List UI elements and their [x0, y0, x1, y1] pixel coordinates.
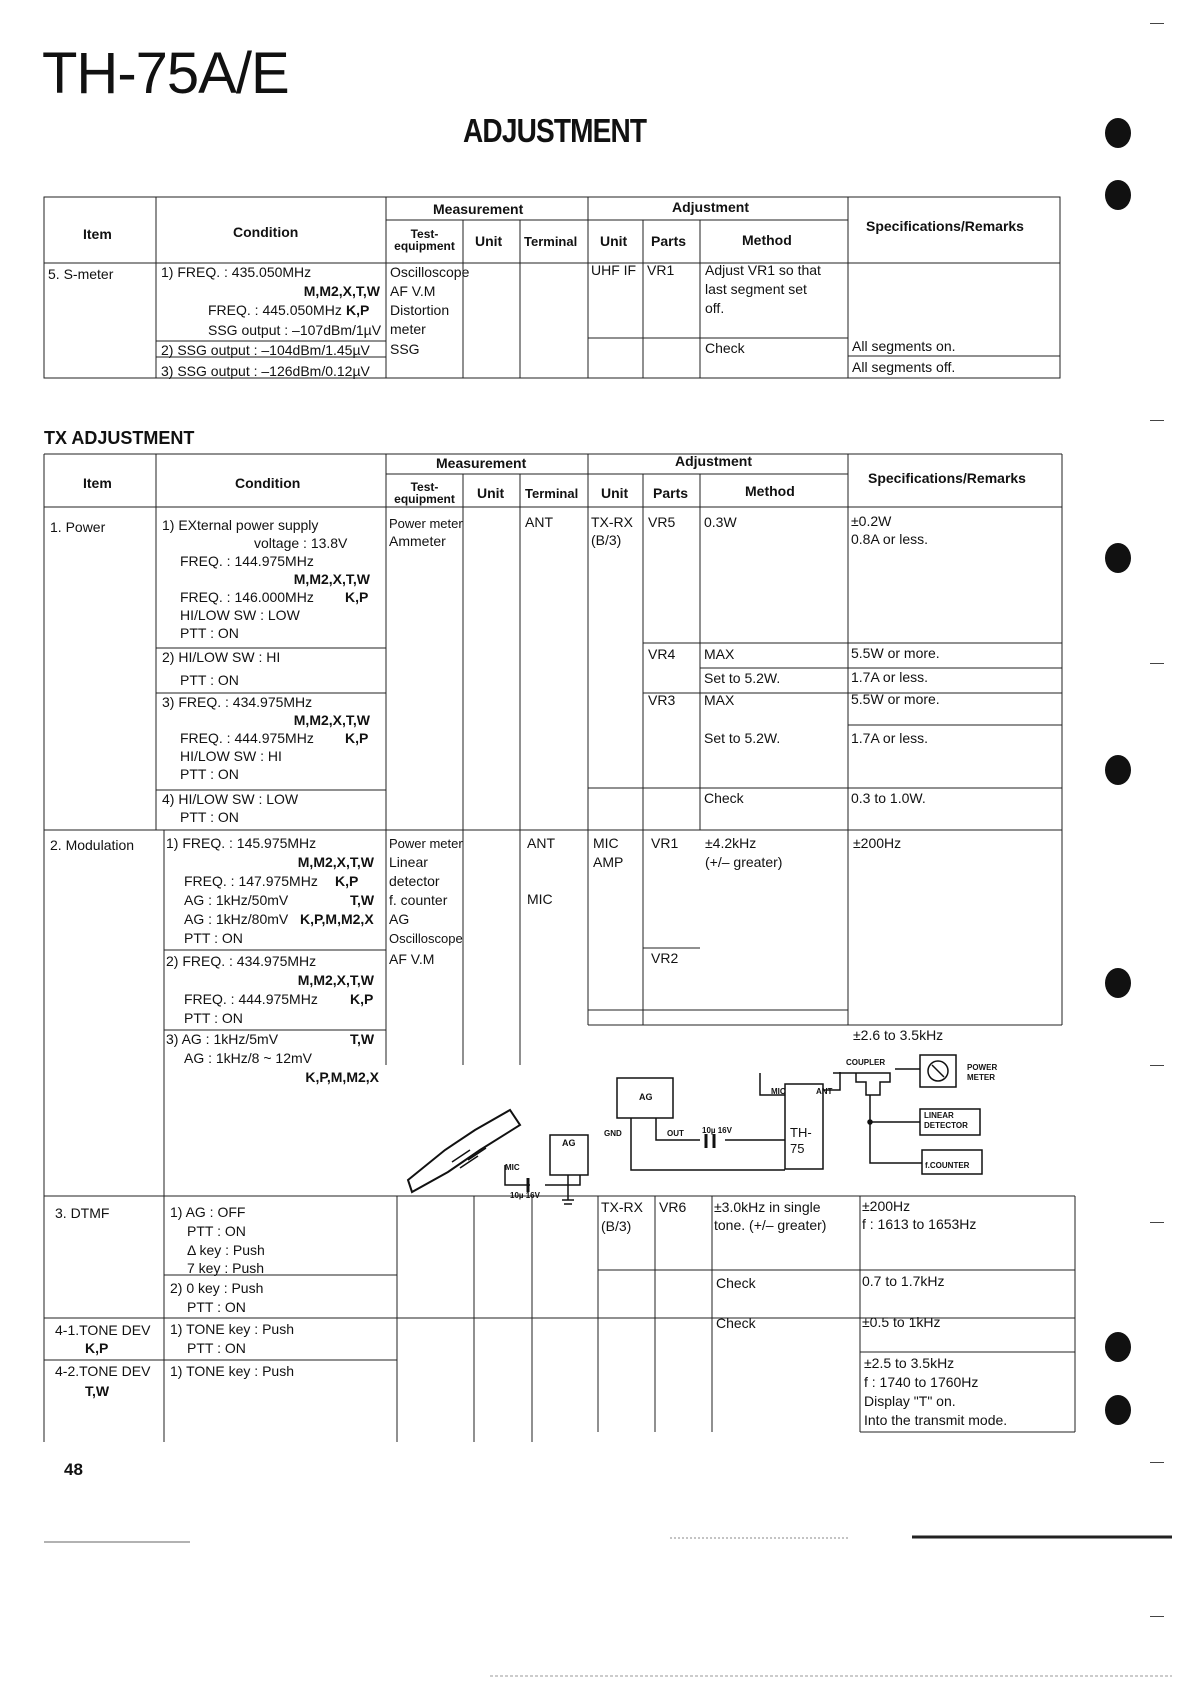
power-parts-0: VR5 — [648, 514, 676, 530]
mod-c3-0: 3) AG : 1kHz/5mV — [166, 1031, 279, 1047]
rx-cond1: 1) FREQ. : 435.050MHz — [161, 264, 312, 280]
header-measurement: Measurement — [433, 201, 524, 217]
tone41-c-1: PTT : ON — [187, 1340, 246, 1356]
tx-header-terminal: Terminal — [525, 486, 579, 501]
dtmf-c1-0: 1) AG : OFF — [170, 1204, 246, 1220]
page-title: ADJUSTMENT — [463, 112, 647, 149]
mod-eq-4: AG — [389, 911, 410, 927]
tx-header-adj-unit: Unit — [601, 485, 629, 501]
header-test-equipment: Test- equipment — [394, 227, 455, 253]
header-unit: Unit — [475, 233, 503, 249]
tx-header-method: Method — [745, 483, 795, 499]
mod-c1-7: K,P,M,M2,X — [300, 911, 374, 927]
power-c1-1: voltage : 13.8V — [254, 535, 348, 551]
dtmf-unit-1: (B/3) — [601, 1218, 632, 1234]
rx-cond1-ssg: SSG output : –107dBm/1µV — [208, 322, 382, 338]
tx-header-condition: Condition — [235, 475, 301, 491]
mod-parts-1: VR2 — [651, 950, 679, 966]
power-c3-1: M,M2,X,T,W — [293, 712, 370, 728]
rx-parts: VR1 — [647, 262, 675, 278]
mod-c2-0: 2) FREQ. : 434.975MHz — [166, 953, 317, 969]
dtmf-method-1: tone. (+/– greater) — [714, 1217, 827, 1233]
mod-c1-0: 1) FREQ. : 145.975MHz — [166, 835, 317, 851]
diagram-counter: f.COUNTER — [925, 1161, 970, 1170]
header-method: Method — [742, 232, 792, 248]
power-spec-2: 5.5W or more. — [851, 645, 940, 661]
rx-method-0: Adjust VR1 so that — [705, 262, 821, 278]
dtmf-c2-0: 2) 0 key : Push — [170, 1280, 264, 1296]
diagram-gnd: GND — [604, 1129, 622, 1138]
diagram-mic: MIC — [771, 1087, 786, 1096]
power-c2-0: 2) HI/LOW SW : HI — [162, 649, 281, 665]
tone41-item: 4-1.TONE DEV — [55, 1322, 151, 1338]
rx-eq-4: SSG — [390, 341, 420, 357]
diagram-cap: 10µ 16V — [702, 1126, 732, 1135]
margin-mark — [1150, 1222, 1164, 1223]
mod-eq-6: AF V.M — [389, 951, 435, 967]
mod-terminal-1: MIC — [527, 891, 553, 907]
dtmf-spec-2: 0.7 to 1.7kHz — [862, 1273, 945, 1289]
diagram-cap2: 10µ 16V — [510, 1191, 540, 1200]
tone42-spec-0: ±2.5 to 3.5kHz — [864, 1355, 955, 1371]
power-terminal: ANT — [525, 514, 553, 530]
power-c1-4: FREQ. : 146.000MHz — [180, 589, 314, 605]
power-parts-2: VR3 — [648, 692, 676, 708]
binding-hole-mark — [1105, 968, 1131, 998]
power-method-5: Check — [704, 790, 744, 806]
margin-mark — [1150, 663, 1164, 664]
power-c3-5: PTT : ON — [180, 766, 239, 782]
power-method-2: Set to 5.2W. — [704, 670, 781, 686]
mod-c1-3: K,P — [335, 873, 359, 889]
power-c3-3: K,P — [345, 730, 369, 746]
tx-header-measurement: Measurement — [436, 455, 527, 471]
binding-hole-mark — [1105, 118, 1131, 148]
power-spec-6: 0.3 to 1.0W. — [851, 790, 926, 806]
power-c1-3: M,M2,X,T,W — [293, 571, 370, 587]
diagram-coupler: COUPLER — [846, 1058, 886, 1067]
power-unit-0: TX-RX — [591, 514, 633, 530]
diagram-mic2: MIC — [505, 1163, 520, 1172]
dtmf-spec-1: f : 1613 to 1653Hz — [862, 1216, 977, 1232]
tx-section-title: TX ADJUSTMENT — [44, 428, 195, 448]
binding-hole-mark — [1105, 1395, 1131, 1425]
rx-spec-on: All segments on. — [852, 338, 956, 354]
margin-mark — [1150, 23, 1164, 24]
header-parts: Parts — [651, 233, 687, 249]
diagram-linear-detector: LINEAR DETECTOR — [924, 1111, 968, 1130]
power-method-4: Set to 5.2W. — [704, 730, 781, 746]
tx-header-parts: Parts — [653, 485, 689, 501]
dtmf-spec-0: ±200Hz — [862, 1198, 911, 1214]
mod-c2-1: M,M2,X,T,W — [297, 972, 374, 988]
header-terminal: Terminal — [524, 234, 578, 249]
diagram-ant: ANT — [816, 1087, 833, 1096]
dtmf-c1-1: PTT : ON — [187, 1223, 246, 1239]
model-title: TH-75A/E — [42, 41, 289, 106]
rx-cond1-models2: K,P — [346, 302, 370, 318]
power-spec-1: 0.8A or less. — [851, 531, 929, 547]
rx-method-check: Check — [705, 340, 745, 356]
diagram-ag2: AG — [562, 1138, 576, 1148]
binding-hole-mark — [1105, 543, 1131, 573]
rx-cond2: 2) SSG output : –104dBm/1.45µV — [161, 342, 370, 358]
tx-header-test-equipment: Test- equipment — [394, 480, 455, 506]
mod-parts-0: VR1 — [651, 835, 679, 851]
tx-header-adjustment: Adjustment — [675, 453, 752, 469]
mod-method-1: (+/– greater) — [705, 854, 783, 870]
power-c2-1: PTT : ON — [180, 672, 239, 688]
rx-eq-2: Distortion — [390, 302, 450, 318]
power-c3-4: HI/LOW SW : HI — [180, 748, 282, 764]
header-condition: Condition — [233, 224, 299, 240]
mod-spec-0: ±200Hz — [853, 835, 902, 851]
power-item: 1. Power — [50, 519, 106, 535]
power-unit-1: (B/3) — [591, 532, 622, 548]
power-c3-0: 3) FREQ. : 434.975MHz — [162, 694, 313, 710]
power-c3-2: FREQ. : 444.975MHz — [180, 730, 314, 746]
diagram-out: OUT — [667, 1129, 684, 1138]
tone42-models: T,W — [85, 1383, 110, 1399]
power-spec-5: 1.7A or less. — [851, 730, 929, 746]
mod-method-0: ±4.2kHz — [705, 835, 757, 851]
rx-cond1-freq2: FREQ. : 445.050MHz — [208, 302, 342, 318]
margin-mark — [1150, 1462, 1164, 1463]
power-eq-0: Power meter — [389, 516, 463, 531]
mod-c3-2: AG : 1kHz/8 ~ 12mV — [184, 1050, 312, 1066]
mod-c1-4: AG : 1kHz/50mV — [184, 892, 289, 908]
mod-c1-5: T,W — [350, 892, 375, 908]
mod-eq-5: Oscilloscope — [389, 931, 463, 946]
header-adjustment: Adjustment — [672, 199, 749, 215]
dtmf-c1-2: Δ key : Push — [187, 1242, 265, 1258]
mod-c3-3: K,P,M,M2,X — [305, 1069, 379, 1085]
power-method-0: 0.3W — [704, 514, 737, 530]
tone42-item: 4-2.TONE DEV — [55, 1363, 151, 1379]
tone41-c-0: 1) TONE key : Push — [170, 1321, 294, 1337]
mod-c1-1: M,M2,X,T,W — [297, 854, 374, 870]
power-spec-0: ±0.2W — [851, 513, 892, 529]
power-c4-1: PTT : ON — [180, 809, 239, 825]
mod-c3-1: T,W — [350, 1031, 375, 1047]
rx-eq-1: AF V.M — [390, 283, 436, 299]
power-eq-1: Ammeter — [389, 533, 446, 549]
power-spec-3: 1.7A or less. — [851, 669, 929, 685]
binding-hole-mark — [1105, 180, 1131, 210]
tone42-spec-3: Into the transmit mode. — [864, 1412, 1008, 1428]
mod-c2-3: K,P — [350, 991, 374, 1007]
dtmf-method-0: ±3.0kHz in single — [714, 1199, 821, 1215]
dtmf-unit-0: TX-RX — [601, 1199, 643, 1215]
power-parts-1: VR4 — [648, 646, 676, 662]
mod-terminal-0: ANT — [527, 835, 555, 851]
power-c1-7: PTT : ON — [180, 625, 239, 641]
rx-method-2: off. — [705, 300, 725, 316]
power-spec-4: 5.5W or more. — [851, 691, 940, 707]
mod-eq-3: f. counter — [389, 892, 448, 908]
margin-mark — [1150, 420, 1164, 421]
mod-eq-2: detector — [389, 873, 440, 889]
rx-eq-0: Oscilloscope — [390, 264, 470, 280]
power-c1-5: K,P — [345, 589, 369, 605]
mod-unit-1: AMP — [593, 854, 624, 870]
mod-c1-8: PTT : ON — [184, 930, 243, 946]
tone42-spec-1: f : 1740 to 1760Hz — [864, 1374, 979, 1390]
power-c1-0: 1) EXternal power supply — [162, 517, 319, 533]
dtmf-item: 3. DTMF — [55, 1205, 110, 1221]
page-number: 48 — [64, 1460, 83, 1479]
mod-eq-1: Linear — [389, 854, 428, 870]
tone42-spec-2: Display "T" on. — [864, 1393, 956, 1409]
mod-item: 2. Modulation — [50, 837, 135, 853]
margin-mark — [1150, 1616, 1164, 1617]
power-method-1: MAX — [704, 646, 735, 662]
tx-header-spec: Specifications/Remarks — [868, 470, 1026, 486]
rx-method-1: last segment set — [705, 281, 807, 297]
diagram-power-meter: POWER METER — [967, 1063, 998, 1082]
tone41-models: K,P — [85, 1340, 109, 1356]
dtmf-c2-1: PTT : ON — [187, 1299, 246, 1315]
mod-c1-2: FREQ. : 147.975MHz — [184, 873, 318, 889]
diagram-radio: TH- 75 — [790, 1125, 812, 1156]
rx-item: 5. S-meter — [48, 266, 114, 282]
margin-mark — [1150, 1065, 1164, 1066]
diagram-ag: AG — [639, 1092, 653, 1102]
mod-c2-2: FREQ. : 444.975MHz — [184, 991, 318, 1007]
mod-c1-6: AG : 1kHz/80mV — [184, 911, 289, 927]
binding-hole-mark — [1105, 755, 1131, 785]
dtmf-c1-3: 7 key : Push — [187, 1260, 265, 1276]
power-c1-6: HI/LOW SW : LOW — [180, 607, 300, 623]
dtmf-parts: VR6 — [659, 1199, 687, 1215]
mod-unit-0: MIC — [593, 835, 619, 851]
tx-header-unit: Unit — [477, 485, 505, 501]
tx-header-item: Item — [83, 475, 112, 491]
power-c4-0: 4) HI/LOW SW : LOW — [162, 791, 299, 807]
power-c1-2: FREQ. : 144.975MHz — [180, 553, 314, 569]
rx-spec-off: All segments off. — [852, 359, 956, 375]
tone41-spec: ±0.5 to 1kHz — [862, 1314, 941, 1330]
dtmf-method-2: Check — [716, 1275, 756, 1291]
header-adj-unit: Unit — [600, 233, 628, 249]
rx-eq-3: meter — [390, 321, 426, 337]
header-item: Item — [83, 226, 112, 242]
header-spec: Specifications/Remarks — [866, 218, 1024, 234]
tone-method: Check — [716, 1315, 756, 1331]
rx-unit: UHF IF — [591, 262, 637, 278]
mic-plug — [408, 1110, 520, 1192]
tone42-c: 1) TONE key : Push — [170, 1363, 294, 1379]
rx-cond3: 3) SSG output : –126dBm/0.12µV — [161, 363, 370, 379]
power-method-3: MAX — [704, 692, 735, 708]
mod-spec-1: ±2.6 to 3.5kHz — [853, 1027, 944, 1043]
binding-hole-mark — [1105, 1332, 1131, 1362]
coupler-shape — [833, 1073, 890, 1095]
mod-c2-4: PTT : ON — [184, 1010, 243, 1026]
mod-eq-0: Power meter — [389, 836, 463, 851]
rx-cond1-models: M,M2,X,T,W — [303, 283, 380, 299]
